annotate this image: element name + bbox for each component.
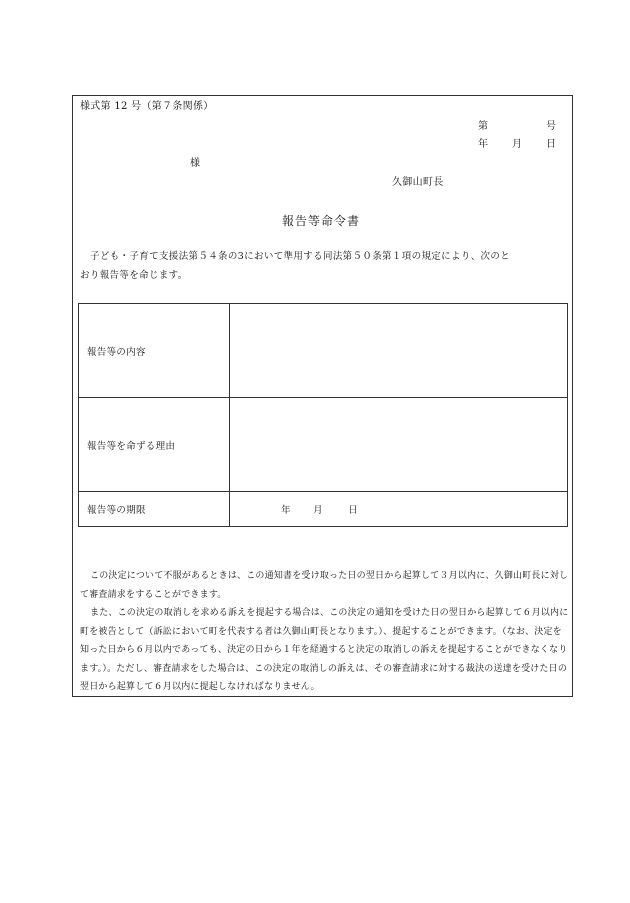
row-label-content: 報告等の内容 bbox=[79, 304, 230, 398]
date-year: 年 bbox=[478, 139, 489, 150]
doc-number-prefix: 第 bbox=[478, 121, 489, 132]
intro-line-2: おり報告等を命じます。 bbox=[80, 270, 188, 281]
form-number: 様式第 12 号（第７条関係） bbox=[80, 101, 214, 112]
notes-section bbox=[80, 567, 570, 697]
document-title: 報告等命令書 bbox=[282, 214, 361, 228]
deadline-year: 年 bbox=[281, 505, 291, 516]
date-month: 月 bbox=[512, 139, 523, 150]
issuer: 久御山町長 bbox=[392, 177, 444, 188]
intro-line-1: 子ども・子育て支援法第５４条の3において準用する同法第５０条第１項の規定により、次のと bbox=[90, 251, 511, 262]
intro-paragraph bbox=[80, 247, 570, 285]
report-table bbox=[78, 303, 568, 527]
deadline-month: 月 bbox=[313, 505, 323, 516]
table-row bbox=[79, 398, 568, 492]
doc-number-suffix: 号 bbox=[546, 121, 557, 132]
row-label-reason: 報告等を命ずる理由 bbox=[79, 398, 230, 492]
deadline-day: 日 bbox=[348, 505, 359, 516]
row-label-deadline: 報告等の期限 bbox=[79, 492, 230, 527]
table-row bbox=[79, 304, 568, 398]
row-value-content[interactable] bbox=[230, 304, 568, 398]
table-row bbox=[79, 492, 568, 527]
row-value-deadline[interactable] bbox=[230, 492, 568, 527]
note-lawsuit: また、この決定の取消しを求める訴えを提起する場合は、この決定の通知を受けた日の翌日から起算して６月以内に町を被告として（訴訟において町を代表する者は久御山町長となります。）、提起することができます。（なお、決定を知った日から６月以内であっても、決定の日から１年を経過すると決定の取消しの訴えを提起することができなくなります。）。ただし、審査請求をした場合は、この決定の取消しの訴えは、その審査請求に対する裁決の送達を受けた日の翌日から起算して６月以内に提起しなければなりません。 bbox=[80, 608, 569, 692]
note-objection: この決定について不服があるときは、この通知書を受け取った日の翌日から起算して３月以内に、久御山町長に対して審査請求をすることができます。 bbox=[80, 571, 569, 600]
date-day: 日 bbox=[546, 139, 557, 150]
row-value-reason[interactable] bbox=[230, 398, 568, 492]
addressee-honorific: 様 bbox=[190, 158, 201, 169]
